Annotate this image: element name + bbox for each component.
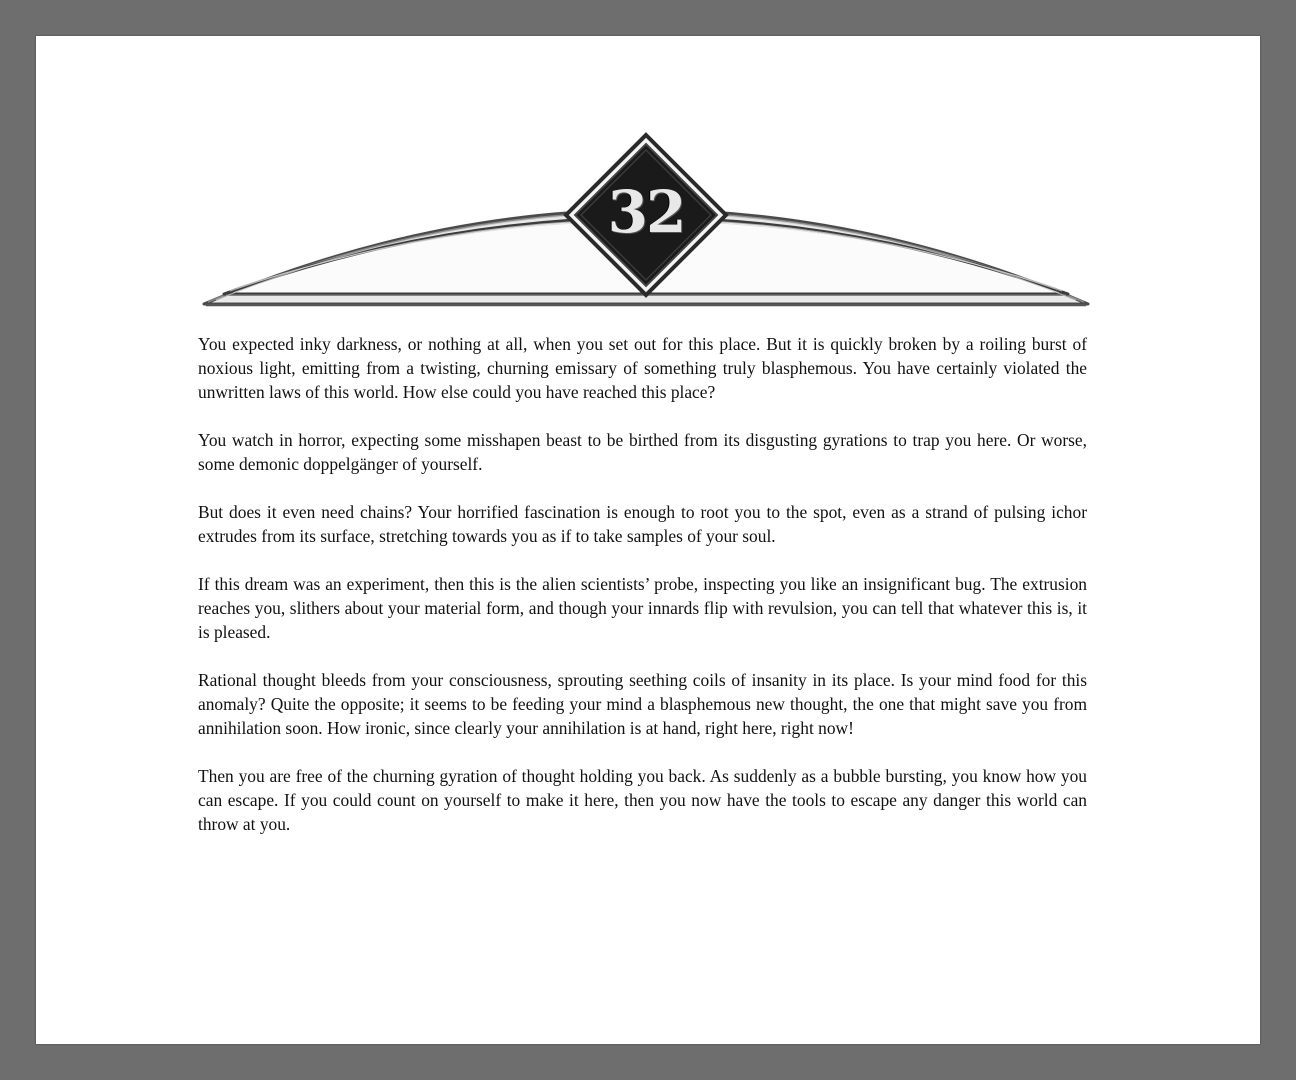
- chapter-body: [198, 332, 1087, 860]
- paragraph: Then you are free of the churning gyration of thought holding you back. As suddenly as a bubble bursting, you know how you can escape. If you could count on yourself to make it here, then you now have the tools to escape any danger this world can throw at you.: [198, 766, 1087, 834]
- paragraph: But does it even need chains? Your horrified fascination is enough to root you to the spot, even as a strand of pulsing ichor extrudes from its surface, stretching towards you as if to take samples of your soul.: [198, 502, 1087, 546]
- paragraph: Rational thought bleeds from your consciousness, sprouting seething coils of insanity in its place. Is your mind food for this anomaly? Quite the opposite; it seems to be feeding your mind a blasphemous new thought, the one that might save you from annihilation soon. How ironic, since clearly your annihilation is at hand, right here, right now!: [198, 670, 1087, 738]
- paragraph: If this dream was an experiment, then this is the alien scientists’ probe, inspecting you like an insignificant bug. The extrusion reaches you, slithers about your material form, and though your innards flip with revulsion, you can tell that whatever this is, it is pleased.: [198, 574, 1087, 642]
- paragraph: You expected inky darkness, or nothing at all, when you set out for this place. But it is quickly broken by a roiling burst of noxious light, emitting from a twisting, churning emissary of something truly blasphemous. You have certainly violated the unwritten laws of this world. How else could you have reached this place?: [198, 334, 1087, 402]
- chapter-number: 32: [607, 178, 685, 246]
- document-page: [36, 36, 1260, 1044]
- paragraph: You watch in horror, expecting some misshapen beast to be birthed from its disgusting gyrations to trap you here. Or worse, some demonic doppelgänger of yourself.: [198, 430, 1087, 474]
